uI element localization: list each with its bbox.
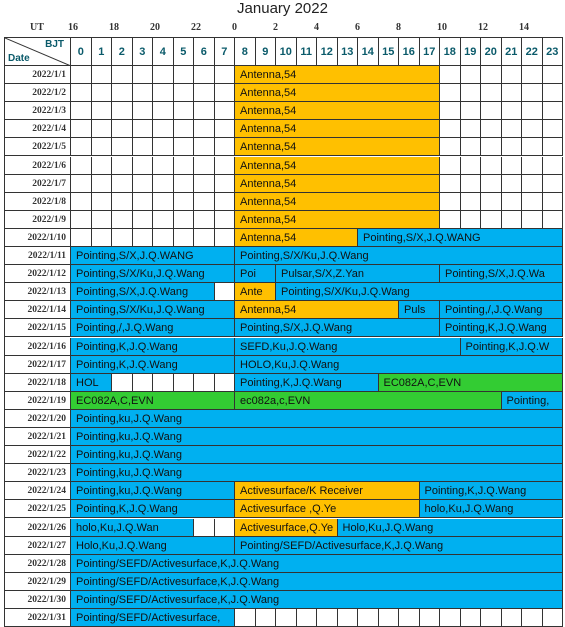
schedule-block[interactable]: Pointing,K,J.Q.W (461, 338, 564, 356)
hour-header: 14 (358, 38, 379, 66)
hour-header: 21 (502, 38, 523, 66)
schedule-block[interactable]: HOL (71, 374, 112, 392)
hour-cell (440, 609, 461, 627)
hour-cell (440, 138, 461, 156)
hour-cell (153, 211, 174, 229)
schedule-block[interactable]: Pointing,S/X/Ku,J.Q.Wang (235, 247, 563, 265)
row-date: 2022/1/11 (5, 247, 71, 265)
hour-cell (543, 84, 564, 102)
schedule-block[interactable]: EC082A,C,EVN (71, 392, 235, 410)
row-date: 2022/1/30 (5, 591, 71, 609)
hour-header: 15 (379, 38, 400, 66)
schedule-block[interactable]: Antenna,54 (235, 211, 440, 229)
hour-cell (543, 211, 564, 229)
hour-cell (153, 138, 174, 156)
hour-cell (481, 84, 502, 102)
schedule-block[interactable]: Pointing,/,J.Q.Wang (71, 319, 235, 337)
schedule-block[interactable]: Pointing,ku,J.Q.Wang (71, 464, 563, 482)
hour-cell (502, 609, 523, 627)
row-date: 2022/1/3 (5, 102, 71, 120)
schedule-block[interactable]: Pointing,/,J.Q.Wang (440, 301, 563, 319)
schedule-block[interactable]: Pointing,S/X/Ku,J.Q.Wang (71, 265, 235, 283)
row-date: 2022/1/23 (5, 464, 71, 482)
hour-cell (194, 519, 215, 537)
hour-cell (481, 175, 502, 193)
hour-cell (71, 175, 92, 193)
hour-cell (440, 102, 461, 120)
hour-cell (133, 175, 154, 193)
schedule-block[interactable]: Antenna,54 (235, 301, 399, 319)
schedule-block[interactable]: holo,Ku,J.Q.Wan (71, 519, 194, 537)
schedule-block[interactable]: Pointing,S/X,J.Q.Wang (71, 283, 215, 301)
hour-header: 18 (440, 38, 461, 66)
row-date: 2022/1/12 (5, 265, 71, 283)
hour-cell (461, 609, 482, 627)
schedule-block[interactable]: Pointing,ku,J.Q.Wang (71, 428, 563, 446)
schedule-block[interactable]: Pointing,ku,J.Q.Wang (71, 410, 563, 428)
hour-cell (133, 211, 154, 229)
hour-cell (215, 211, 236, 229)
row-date: 2022/1/27 (5, 537, 71, 555)
hour-cell (215, 84, 236, 102)
hour-cell (92, 211, 113, 229)
hour-cell (481, 193, 502, 211)
schedule-block[interactable]: Pointing,K,J.Q.Wang (71, 338, 235, 356)
hour-cell (522, 175, 543, 193)
hour-cell (481, 138, 502, 156)
hour-cell (461, 193, 482, 211)
hour-cell (92, 120, 113, 138)
hour-cell (502, 84, 523, 102)
hour-cell (522, 138, 543, 156)
hour-cell (461, 157, 482, 175)
hour-cell (338, 609, 359, 627)
hour-cell (215, 175, 236, 193)
schedule-block[interactable]: Pointing,S/X,J.Q.WANG (358, 229, 563, 247)
hour-cell (502, 193, 523, 211)
hour-header: 12 (317, 38, 338, 66)
schedule-block[interactable]: Antenna,54 (235, 102, 440, 120)
hour-cell (92, 193, 113, 211)
hour-cell (481, 102, 502, 120)
hour-cell (543, 66, 564, 84)
hour-cell (112, 229, 133, 247)
row-date: 2022/1/2 (5, 84, 71, 102)
hour-header: 22 (522, 38, 543, 66)
schedule-block[interactable]: Poi (235, 265, 276, 283)
ut-tick-label: 6 (355, 22, 360, 33)
row-date: 2022/1/21 (5, 428, 71, 446)
hour-cell (133, 102, 154, 120)
hour-cell (543, 157, 564, 175)
row-date: 2022/1/10 (5, 229, 71, 247)
hour-cell (153, 120, 174, 138)
hour-cell (461, 102, 482, 120)
hour-cell (522, 66, 543, 84)
hour-cell (543, 102, 564, 120)
hour-cell (174, 120, 195, 138)
hour-cell (174, 102, 195, 120)
hour-cell (194, 374, 215, 392)
hour-cell (194, 138, 215, 156)
ut-tick-label: 8 (396, 22, 401, 33)
row-date: 2022/1/7 (5, 175, 71, 193)
hour-cell (543, 609, 564, 627)
hour-header: 5 (174, 38, 195, 66)
hour-header: 7 (215, 38, 236, 66)
hour-cell (174, 84, 195, 102)
hour-cell (440, 120, 461, 138)
hour-cell (461, 138, 482, 156)
hour-cell (440, 157, 461, 175)
row-date: 2022/1/18 (5, 374, 71, 392)
hour-header: 16 (399, 38, 420, 66)
hour-cell (194, 175, 215, 193)
hour-header: 13 (338, 38, 359, 66)
row-date: 2022/1/31 (5, 609, 71, 627)
hour-cell (71, 84, 92, 102)
ut-axis-label: UT (30, 22, 44, 33)
hour-cell (522, 157, 543, 175)
hour-cell (133, 138, 154, 156)
ut-tick-label: 18 (109, 22, 119, 33)
schedule-block[interactable]: Activesurface ,Q.Ye (235, 500, 420, 518)
hour-cell (71, 229, 92, 247)
hour-cell (481, 66, 502, 84)
hour-cell (153, 193, 174, 211)
hour-cell (71, 138, 92, 156)
schedule-block[interactable]: Pointing,S/X/Ku,J.Q.Wang (71, 301, 235, 319)
hour-cell (174, 175, 195, 193)
hour-cell (92, 175, 113, 193)
hour-cell (133, 66, 154, 84)
hour-cell (92, 229, 113, 247)
hour-cell (522, 102, 543, 120)
hour-cell (215, 138, 236, 156)
hour-cell (71, 66, 92, 84)
hour-cell (92, 138, 113, 156)
hour-header: 0 (71, 38, 92, 66)
row-date: 2022/1/9 (5, 211, 71, 229)
hour-cell (92, 157, 113, 175)
hour-cell (440, 175, 461, 193)
schedule-block[interactable]: Pointing, (502, 392, 564, 410)
hour-cell (112, 175, 133, 193)
hour-cell (112, 211, 133, 229)
schedule-block[interactable]: Pointing,K,J.Q.Wang (71, 356, 235, 374)
hour-cell (502, 157, 523, 175)
row-date: 2022/1/28 (5, 555, 71, 573)
hour-cell (133, 84, 154, 102)
row-date: 2022/1/13 (5, 283, 71, 301)
hour-cell (92, 66, 113, 84)
hour-cell (399, 609, 420, 627)
schedule-block[interactable]: Pointing/SEFD/Activesurface, (71, 609, 235, 627)
schedule-block[interactable]: Pointing,K,J.Q.Wang (235, 374, 379, 392)
hour-cell (153, 102, 174, 120)
row-date: 2022/1/17 (5, 356, 71, 374)
hour-cell (440, 66, 461, 84)
schedule-block[interactable]: SEFD,Ku,J.Q.Wang (235, 338, 461, 356)
hour-cell (133, 120, 154, 138)
schedule-block[interactable]: Pointing/SEFD/Activesurface,K,J.Q.Wang (71, 555, 563, 573)
hour-cell (276, 609, 297, 627)
hour-cell (522, 84, 543, 102)
hour-cell (522, 193, 543, 211)
schedule-block[interactable]: Pointing,ku,J.Q.Wang (71, 446, 563, 464)
hour-header: 2 (112, 38, 133, 66)
hour-cell (71, 120, 92, 138)
schedule-block[interactable]: Pointing/SEFD/Activesurface,K,J.Q.Wang (235, 537, 563, 555)
hour-cell (502, 66, 523, 84)
hour-cell (92, 102, 113, 120)
hour-cell (112, 66, 133, 84)
hour-cell (112, 193, 133, 211)
hour-cell (502, 102, 523, 120)
hour-cell (461, 66, 482, 84)
schedule-block[interactable]: Puls (399, 301, 440, 319)
hour-cell (522, 120, 543, 138)
schedule-block[interactable]: holo,Ku,J.Q.Wang (420, 500, 564, 518)
schedule-block[interactable]: Pointing/SEFD/Activesurface,K,J.Q.Wang (71, 573, 563, 591)
hour-cell (461, 84, 482, 102)
schedule-block[interactable]: Antenna,54 (235, 138, 440, 156)
hour-cell (543, 175, 564, 193)
hour-header: 1 (92, 38, 113, 66)
hour-cell (481, 157, 502, 175)
hour-cell (502, 120, 523, 138)
hour-cell (215, 120, 236, 138)
hour-cell (112, 120, 133, 138)
hour-cell (215, 519, 236, 537)
row-date: 2022/1/14 (5, 301, 71, 319)
hour-cell (112, 157, 133, 175)
schedule-block[interactable]: Antenna,54 (235, 157, 440, 175)
hour-cell (440, 193, 461, 211)
row-date: 2022/1/16 (5, 338, 71, 356)
hour-cell (215, 374, 236, 392)
hour-cell (153, 175, 174, 193)
schedule-block[interactable]: Antenna,54 (235, 229, 358, 247)
hour-cell (71, 157, 92, 175)
hour-cell (194, 102, 215, 120)
schedule-block[interactable]: Antenna,54 (235, 193, 440, 211)
schedule-block[interactable]: Pointing,S/X/Ku,J.Q.Wang (276, 283, 563, 301)
hour-cell (153, 229, 174, 247)
hour-cell (543, 193, 564, 211)
schedule-block[interactable]: Activesurface,Q.Ye (235, 519, 338, 537)
schedule-block[interactable]: Antenna,54 (235, 66, 440, 84)
page-title: January 2022 (237, 0, 328, 17)
hour-header: 3 (133, 38, 154, 66)
row-date: 2022/1/8 (5, 193, 71, 211)
hour-cell (522, 609, 543, 627)
schedule-block[interactable]: Ante (235, 283, 276, 301)
schedule-block[interactable]: HOLO,Ku,J.Q.Wang (235, 356, 563, 374)
ut-tick-label: 10 (437, 22, 447, 33)
hour-cell (174, 229, 195, 247)
hour-cell (194, 193, 215, 211)
hour-cell (215, 157, 236, 175)
hour-cell (235, 609, 256, 627)
hour-header: 6 (194, 38, 215, 66)
hour-cell (174, 157, 195, 175)
ut-tick-label: 12 (478, 22, 488, 33)
ut-tick-label: 4 (314, 22, 319, 33)
ut-tick-label: 2 (273, 22, 278, 33)
date-column-label: Date (8, 53, 30, 64)
row-date: 2022/1/1 (5, 66, 71, 84)
hour-cell (440, 211, 461, 229)
schedule-block[interactable]: ec082a,c,EVN (235, 392, 502, 410)
row-date: 2022/1/20 (5, 410, 71, 428)
corner-cell (5, 38, 71, 66)
row-date: 2022/1/25 (5, 500, 71, 518)
hour-cell (215, 66, 236, 84)
schedule-block[interactable]: Pointing,K,J.Q.Wang (440, 319, 563, 337)
row-date: 2022/1/29 (5, 573, 71, 591)
schedule-block[interactable]: Antenna,54 (235, 175, 440, 193)
hour-header: 9 (256, 38, 277, 66)
schedule-block[interactable]: Pulsar,S/X,Z.Yan (276, 265, 440, 283)
hour-cell (379, 609, 400, 627)
hour-cell (297, 609, 318, 627)
hour-cell (174, 211, 195, 229)
schedule-block[interactable]: Pointing,K,J.Q.Wang (71, 500, 235, 518)
hour-cell (317, 609, 338, 627)
hour-cell (502, 175, 523, 193)
hour-header: 17 (420, 38, 441, 66)
hour-cell (153, 374, 174, 392)
row-date: 2022/1/5 (5, 138, 71, 156)
hour-cell (112, 138, 133, 156)
hour-cell (174, 138, 195, 156)
schedule-block[interactable]: Pointing/SEFD/Activesurface,K,J.Q.Wang (71, 591, 563, 609)
hour-cell (71, 193, 92, 211)
hour-cell (543, 120, 564, 138)
hour-header: 11 (297, 38, 318, 66)
hour-header: 10 (276, 38, 297, 66)
hour-header: 8 (235, 38, 256, 66)
ut-tick-label: 14 (519, 22, 529, 33)
hour-cell (71, 211, 92, 229)
hour-cell (194, 229, 215, 247)
hour-cell (461, 211, 482, 229)
schedule-block[interactable]: Holo,Ku,J.Q.Wang (338, 519, 564, 537)
hour-cell (133, 374, 154, 392)
schedule-block[interactable]: Antenna,54 (235, 120, 440, 138)
schedule-block[interactable]: Pointing,ku,J.Q.Wang (71, 482, 235, 500)
hour-cell (174, 374, 195, 392)
hour-cell (358, 609, 379, 627)
hour-cell (194, 211, 215, 229)
hour-cell (153, 157, 174, 175)
schedule-block[interactable]: Pointing,S/X,J.Q.WANG (71, 247, 235, 265)
hour-cell (112, 102, 133, 120)
row-date: 2022/1/6 (5, 157, 71, 175)
schedule-block[interactable]: Pointing,S/X,J.Q.Wang (235, 319, 440, 337)
schedule-grid (4, 37, 563, 627)
hour-cell (440, 84, 461, 102)
hour-cell (133, 193, 154, 211)
schedule-block[interactable]: Pointing,S/X,J.Q.Wa (440, 265, 563, 283)
hour-cell (133, 157, 154, 175)
hour-header: 4 (153, 38, 174, 66)
schedule-block[interactable]: Holo,Ku,J.Q.Wang (71, 537, 235, 555)
hour-cell (215, 283, 236, 301)
hour-cell (92, 84, 113, 102)
hour-cell (174, 66, 195, 84)
hour-cell (256, 609, 277, 627)
hour-cell (112, 84, 133, 102)
ut-tick-label: 20 (150, 22, 160, 33)
ut-tick-label: 16 (68, 22, 78, 33)
ut-tick-label: 0 (232, 22, 237, 33)
hour-cell (112, 374, 133, 392)
hour-header: 19 (461, 38, 482, 66)
row-date: 2022/1/24 (5, 482, 71, 500)
hour-cell (215, 193, 236, 211)
hour-cell (522, 211, 543, 229)
hour-cell (481, 609, 502, 627)
row-date: 2022/1/22 (5, 446, 71, 464)
hour-cell (153, 66, 174, 84)
hour-cell (481, 211, 502, 229)
hour-header: 23 (543, 38, 564, 66)
hour-cell (133, 229, 154, 247)
schedule-block[interactable]: Activesurface/K Receiver (235, 482, 420, 500)
row-date: 2022/1/15 (5, 319, 71, 337)
hour-cell (543, 138, 564, 156)
hour-cell (194, 157, 215, 175)
hour-cell (153, 84, 174, 102)
row-date: 2022/1/4 (5, 120, 71, 138)
hour-cell (461, 120, 482, 138)
hour-cell (194, 120, 215, 138)
hour-cell (215, 229, 236, 247)
ut-tick-label: 22 (191, 22, 201, 33)
hour-cell (461, 175, 482, 193)
schedule-block[interactable]: EC082A,C,EVN (379, 374, 564, 392)
hour-cell (71, 102, 92, 120)
hour-cell (194, 84, 215, 102)
hour-cell (215, 102, 236, 120)
hour-cell (420, 609, 441, 627)
hour-cell (174, 193, 195, 211)
hour-header: 20 (481, 38, 502, 66)
hour-cell (502, 211, 523, 229)
row-date: 2022/1/26 (5, 519, 71, 537)
hour-cell (502, 138, 523, 156)
hour-cell (194, 66, 215, 84)
schedule-block[interactable]: Pointing,K,J.Q.Wang (420, 482, 564, 500)
bjt-label: BJT (45, 39, 64, 50)
row-date: 2022/1/19 (5, 392, 71, 410)
schedule-block[interactable]: Antenna,54 (235, 84, 440, 102)
hour-cell (481, 120, 502, 138)
